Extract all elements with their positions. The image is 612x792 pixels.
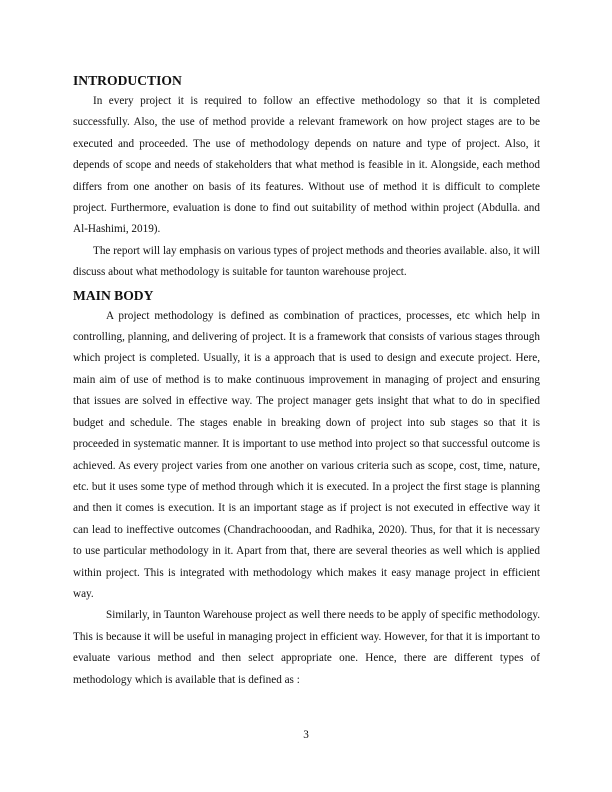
main-body-paragraph-2: Similarly, in Taunton Warehouse project as well there needs to be apply of specific methodology. This is because it will be useful in managing project in efficient way. However, for that it is important to evaluate various method and then select appropriate one. Hence, there are different types of methodology which is available that is defined as : <box>73 609 540 686</box>
introduction-paragraph-2: The report will lay emphasis on various types of project methods and theories available. also, it will discuss about what methodology is suitable for taunton warehouse project. <box>73 244 540 279</box>
main-body-heading: MAIN BODY <box>73 287 154 303</box>
page-number: 3 <box>303 729 309 741</box>
page-content <box>73 71 540 691</box>
introduction-paragraph-1: In every project it is required to follow an effective methodology so that it is completed successfully. Also, the use of method provide a relevant framework on how project stages are to be executed and proceeded. The use of methodology depends on nature and type of project. Also, it depends of scope and needs of stakeholders that what method is feasible in it. Alongside, each method differs from one another on basis of its features. Without use of method it is difficult to complete project. Furthermore, evaluation is done to find out suitability of method within project (Abdulla. and Al-Hashimi, 2019). <box>73 95 540 236</box>
introduction-heading: INTRODUCTION <box>73 73 182 88</box>
main-body-paragraph-1: A project methodology is defined as combination of practices, processes, etc which help in controlling, planning, and delivering of project. It is a framework that consists of various stages through which project is completed. Usually, it is a approach that is used to design and execute project. Here, main aim of use of method is to make continuous improvement in managing of project and ensuring that issues are solved in effective way. The project manager gets insight that what to do in specified budget and schedule. The stages enable in breaking down of project into sub stages so that it is proceeded in systematic manner. It is important to use method into project so that successful outcome is achieved. As every project varies from one another on various criteria such as scope, cost, time, nature, etc. but it uses some type of method through which it is executed. In a project the first stage is planning and then it comes is execution. It is an important stage as if project is not executed in effective way it can lead to ineffective outcomes (Chandrachooodan, and Radhika, 2020). Thus, for that it is necessary to use particular methodology in it. Apart from that, there are several theories as well which is applied within project. This is integrated with methodology which makes it easy manage project in efficient way. <box>73 309 540 600</box>
